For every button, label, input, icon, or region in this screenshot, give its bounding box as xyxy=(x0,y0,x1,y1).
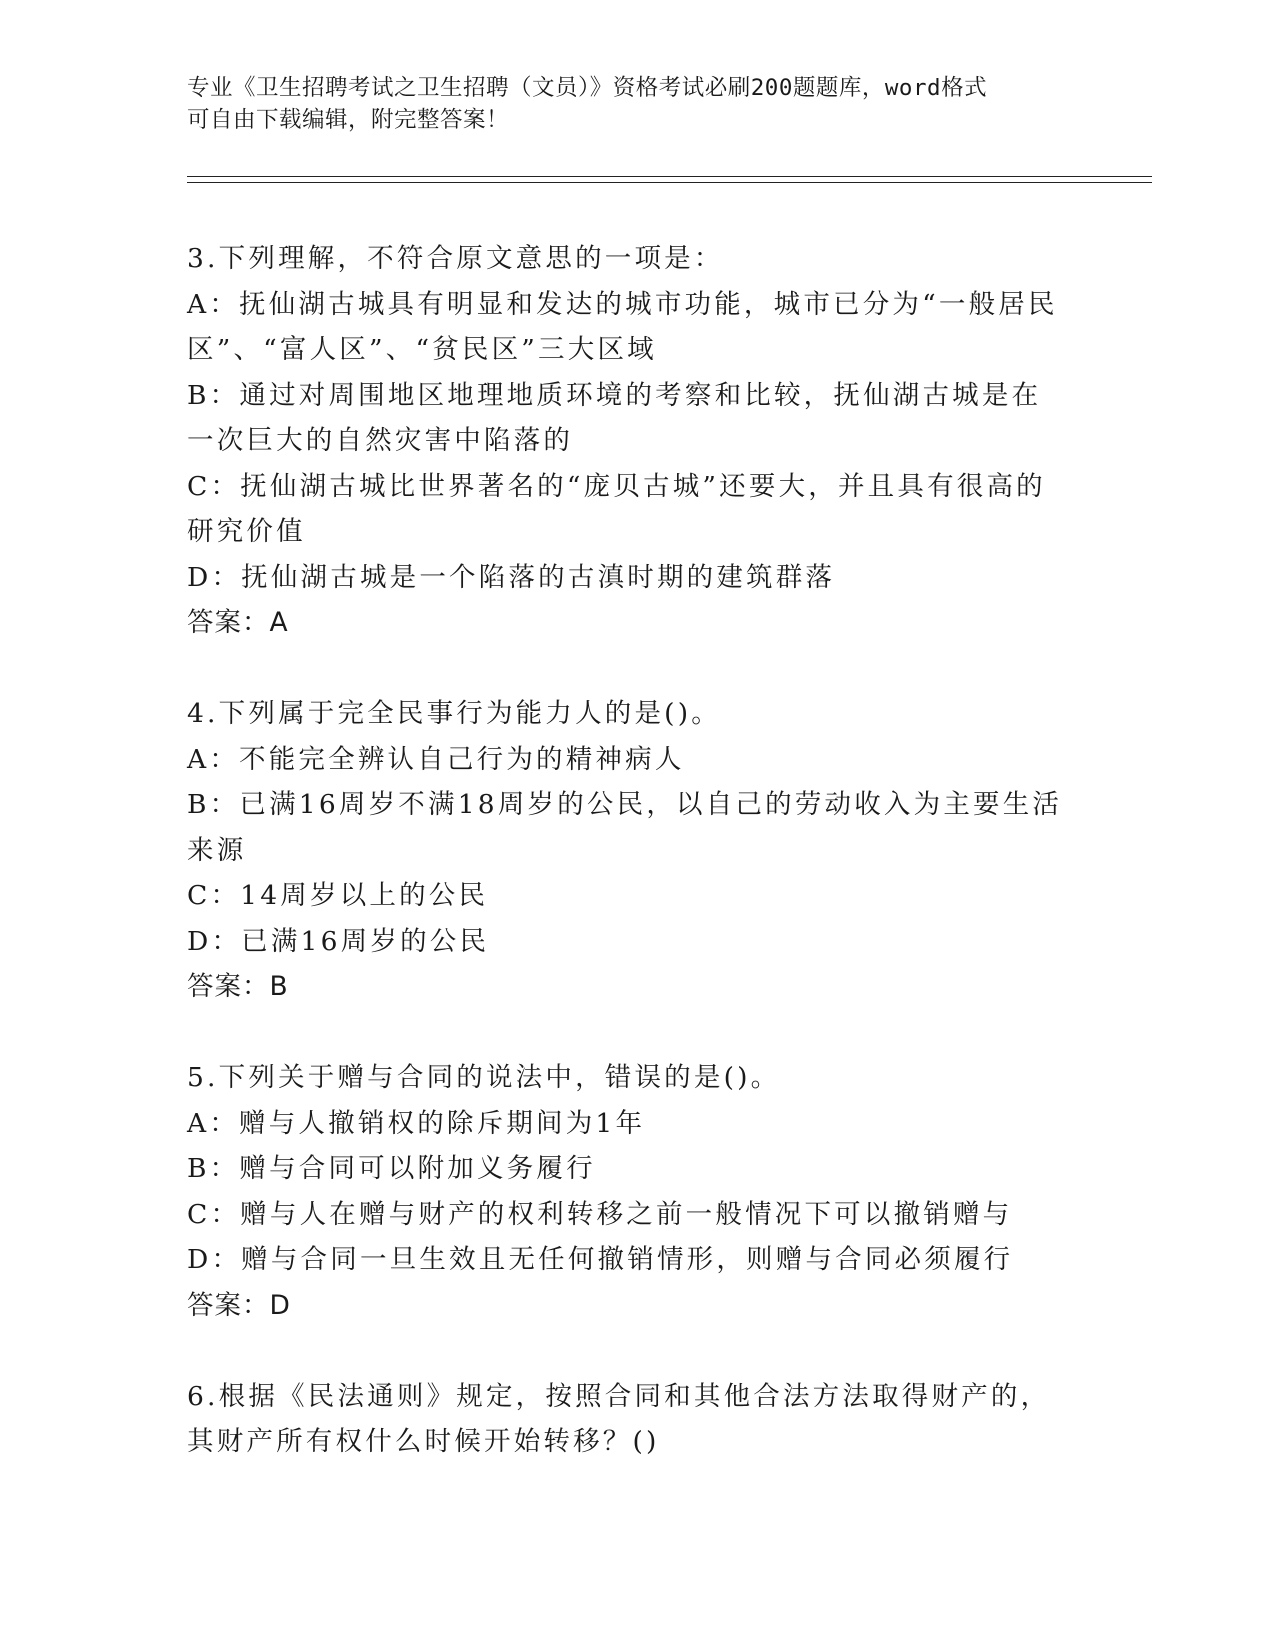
option-c: C：赠与人在赠与财产的权利转移之前一般情况下可以撤销赠与 xyxy=(187,1198,1013,1230)
option-d: D：赠与合同一旦生效且无任何撤销情形，则赠与合同必须履行 xyxy=(187,1244,1014,1275)
header-line-2: 可自由下载编辑，附完整答案！ xyxy=(187,107,510,133)
option-c: C：抚仙湖古城比世界著名的“庞贝古城”还要大，并且具有很高的研究价值 xyxy=(187,470,1046,547)
answer: 答案：A xyxy=(187,607,289,638)
option-a: A：抚仙湖古城具有明显和发达的城市功能，城市已分为“一般居民区”、“富人区”、“贫民区”三大区域 xyxy=(187,288,1058,365)
question-5 xyxy=(187,1055,1067,1328)
header-divider-bottom xyxy=(187,182,1152,183)
question-stem: 6.根据《民法通则》规定，按照合同和其他合法方法取得财产的，其财产所有权什么时候开始转移？() xyxy=(187,1380,1051,1457)
question-3 xyxy=(187,236,1067,646)
question-6 xyxy=(187,1374,1067,1465)
option-a: A：不能完全辨认自己行为的精神病人 xyxy=(187,743,685,775)
answer: 答案：B xyxy=(187,971,289,1002)
question-4 xyxy=(187,691,1067,1010)
spacer xyxy=(187,1010,1067,1056)
answer: 答案：D xyxy=(187,1289,291,1321)
option-d: D：抚仙湖古城是一个陷落的古滇时期的建筑群落 xyxy=(187,561,836,593)
option-c: C：14周岁以上的公民 xyxy=(187,880,489,911)
header-line-1: 专业《卫生招聘考试之卫生招聘（文员）》资格考试必刷200题题库，word格式 xyxy=(187,75,988,101)
document-header xyxy=(187,72,1087,136)
option-d: D：已满16周岁的公民 xyxy=(187,925,490,957)
header-divider-top xyxy=(187,176,1152,177)
question-stem: 3.下列理解，不符合原文意思的一项是： xyxy=(187,243,724,274)
spacer xyxy=(187,646,1067,692)
option-a: A：赠与人撤销权的除斥期间为1年 xyxy=(187,1107,646,1139)
spacer xyxy=(187,1328,1067,1374)
question-list xyxy=(187,236,1067,1465)
question-stem: 5.下列关于赠与合同的说法中，错误的是()。 xyxy=(187,1062,781,1093)
question-stem: 4.下列属于完全民事行为能力人的是()。 xyxy=(187,698,721,729)
option-b: B：赠与合同可以附加义务履行 xyxy=(187,1153,596,1184)
option-b: B：通过对周围地区地理地质环境的考察和比较，抚仙湖古城是在一次巨大的自然灾害中陷落的 xyxy=(187,379,1042,456)
option-b: B：已满16周岁不满18周岁的公民，以自己的劳动收入为主要生活来源 xyxy=(187,789,1063,866)
